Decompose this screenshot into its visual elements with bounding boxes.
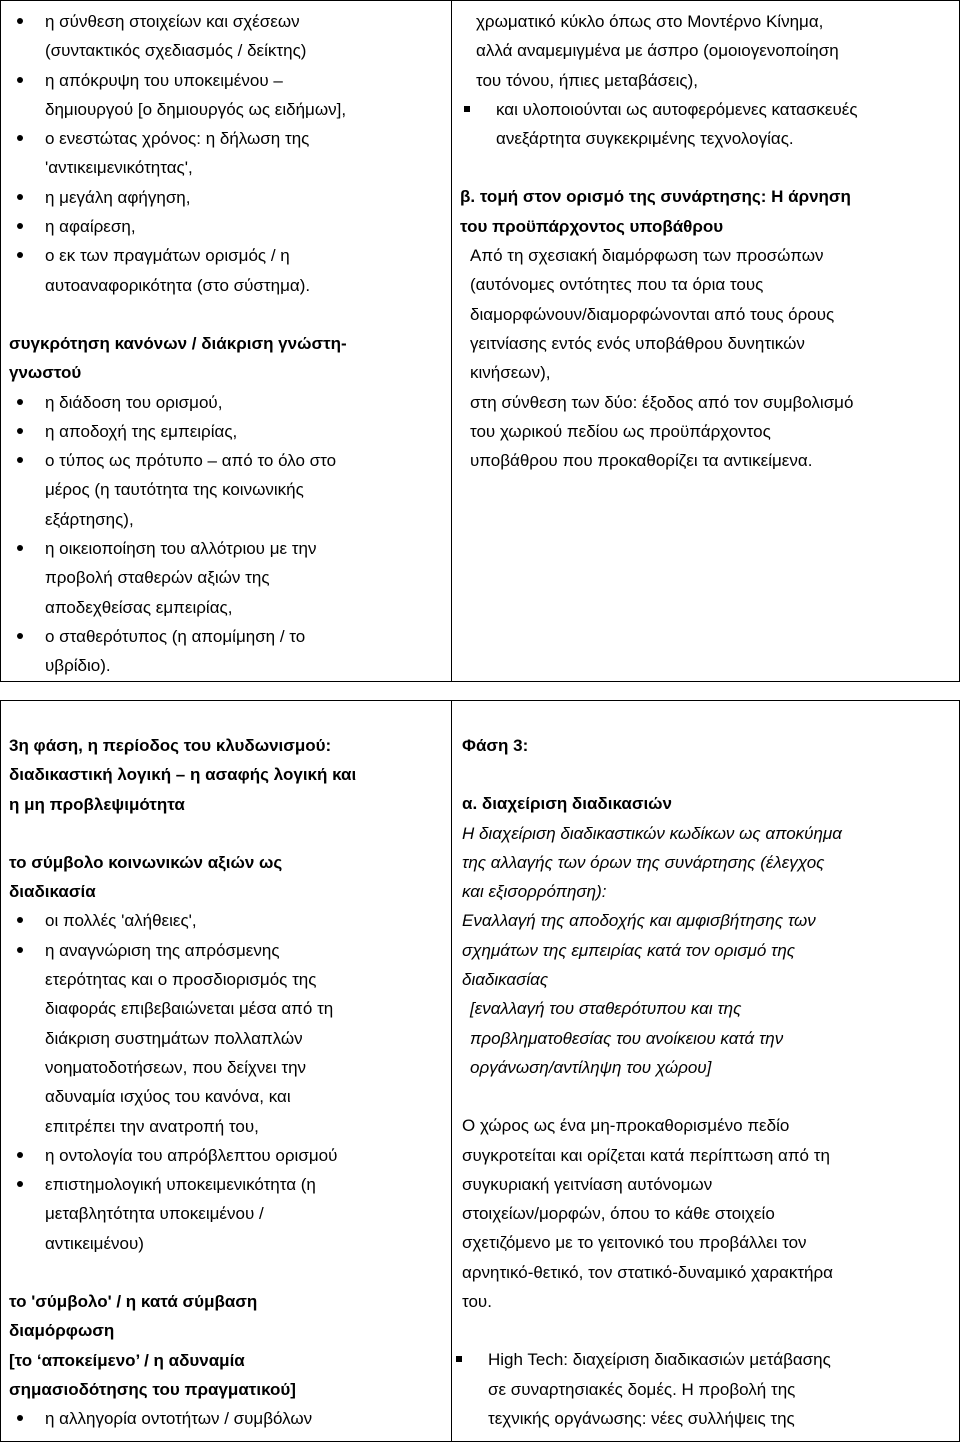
bullet-dot-icon	[17, 917, 23, 923]
text-line: σχετιζόμενο με το γειτονικό του προβάλλει τον	[462, 1233, 807, 1253]
list-item-line: αδυναμία ισχύος του κανόνα, και	[45, 1087, 291, 1107]
list-item-line: αντικειμένου)	[45, 1233, 144, 1253]
alpha-bracket-text	[462, 994, 951, 1082]
hightech-bullet	[452, 1345, 951, 1433]
list-item-line: η αναγνώριση της απρόσμενης	[45, 940, 280, 960]
rules-heading	[9, 329, 443, 388]
list-item-line: υβρίδιο).	[45, 656, 111, 676]
bullet-dot-icon	[17, 1415, 23, 1421]
list-item-line: δημιουργού [ο δημιουργός ως ειδήμων],	[45, 99, 347, 119]
list-item	[9, 417, 443, 446]
bullet-dot-icon	[17, 633, 23, 639]
text-line: στη σύνθεση των δύο: έξοδος από τον συμβολισμό	[470, 392, 854, 412]
list-item-line: διαφοράς επιβεβαιώνεται μέσα από τη	[45, 999, 334, 1019]
heading-line: 3η φάση, η περίοδος του κλυδωνισμού:	[9, 736, 332, 755]
list-item	[9, 183, 443, 212]
bullet-dot-icon	[17, 545, 23, 551]
text-line: χρωματικό κύκλο όπως στο Μοντέρνο Κίνημα,	[476, 12, 824, 31]
list-item-line: ο εκ των πραγμάτων ορισμός / η	[45, 246, 290, 266]
bullet-dot-icon	[17, 223, 23, 229]
list-item-line: μέρος (η ταυτότητα της κοινωνικής	[45, 480, 304, 500]
bullet-dot-icon	[17, 77, 23, 83]
bottom-left-bullets	[9, 906, 443, 1258]
top-row-table	[0, 0, 960, 682]
list-item-line: (συντακτικός σχεδιασμός / δείκτης)	[45, 41, 307, 61]
text-line: Η διαχείριση διαδικαστικών κωδίκων ως αποκύημα	[462, 823, 842, 843]
list-item-line: διάκριση συστημάτων πολλαπλών	[45, 1028, 303, 1048]
text-line: του.	[462, 1292, 492, 1312]
bullet-dot-icon	[17, 194, 23, 200]
phase3-heading	[9, 731, 443, 819]
list-item	[9, 1141, 443, 1170]
list-item-line: αυτοαναφορικότητα (στο σύστημα).	[45, 275, 311, 295]
bullet-dot-icon	[17, 428, 23, 434]
bullet-dot-icon	[17, 18, 23, 24]
text-line: Από τη σχεσιακή διαμόρφωση των προσώπων	[470, 246, 824, 266]
list-item-line: τεχνικής οργάνωσης: νέες συλλήψεις της	[488, 1408, 795, 1428]
text-line: αρνητικό-θετικό, τον στατικό-δυναμικό χαρακτήρα	[462, 1262, 834, 1282]
text-line: σχημάτων της εμπειρίας κατά τον ορισμό της	[462, 940, 796, 960]
color-continuation-text	[460, 7, 951, 95]
heading-line: β. τομή στον ορισμό της συνάρτησης: Η άρνηση	[460, 187, 851, 207]
list-item-line: η απόκρυψη του υποκειμένου –	[45, 70, 283, 90]
list-item-line: η διάδοση του ορισμού,	[45, 392, 223, 412]
text-line: κινήσεων),	[470, 363, 551, 383]
heading-line: γνωστού	[9, 363, 82, 383]
text-line: διαδικασίας	[462, 970, 549, 990]
list-item-line: High Tech: διαχείριση διαδικασιών μετάβασης	[488, 1350, 831, 1370]
list-item	[9, 1404, 443, 1433]
list-item-line: η αλληγορία οντοτήτων / συμβόλων	[45, 1409, 313, 1429]
heading-line: το 'σύμβολο' / η κατά σύμβαση	[9, 1292, 258, 1312]
text-line: της αλλαγής των όρων της συνάρτησης (έλεγχος	[462, 852, 825, 872]
bullet-dot-icon	[17, 1152, 23, 1158]
bullet-dot-icon	[17, 135, 23, 141]
list-item-line: η αποδοχή της εμπειρίας,	[45, 421, 238, 441]
list-item-line: εξάρτησης),	[45, 509, 134, 529]
list-item	[9, 388, 443, 417]
text-line: συγκυριακή γειτνίαση αυτόνομων	[462, 1174, 713, 1194]
list-item	[460, 95, 951, 154]
list-item	[9, 124, 443, 183]
list-item-line: νοηματοδοτήσεων, που δείχνει την	[45, 1057, 307, 1077]
construction-bullet	[460, 95, 951, 154]
list-item	[9, 906, 443, 935]
heading-line: συγκρότηση κανόνων / διάκριση γνώστη-	[9, 333, 347, 353]
list-item-line: ο ενεστώτας χρόνος: η δήλωση της	[45, 129, 310, 149]
list-item-line: 'αντικειμενικότητας',	[45, 158, 193, 178]
heading-line: του προϋπάρχοντος υποβάθρου	[460, 216, 724, 236]
bottom-row-table	[0, 700, 960, 1442]
list-item-line: και υλοποιούνται ως αυτοφερόμενες κατασκευές	[496, 99, 858, 119]
list-item-line: η οικειοποίηση του αλλότριου με την	[45, 539, 317, 559]
heading-line: διαδικασία	[9, 882, 96, 902]
heading-line: [το ‘αποκείμενο’ / η αδυναμία	[9, 1350, 245, 1370]
list-item	[9, 1170, 443, 1258]
text-line: συγκροτείται και ορίζεται κατά περίπτωση από τη	[462, 1145, 830, 1165]
heading-line: διαδικαστική λογική – η ασαφής λογική και	[9, 765, 357, 785]
list-item-line: επιτρέπει την ανατροπή του,	[45, 1116, 259, 1136]
beta-heading	[460, 182, 951, 241]
text-line: Εναλλαγή της αποδοχής και αμφισβήτησης των	[462, 911, 816, 931]
heading-line: διαμόρφωση	[9, 1321, 115, 1341]
text-line: του τόνου, ήπιες μεταβάσεις),	[476, 70, 698, 90]
bullet-dot-icon	[17, 457, 23, 463]
alpha-heading: α. διαχείριση διαδικασιών	[462, 794, 672, 814]
list-item-line: σε συναρτησιακές δομές. Η προβολή της	[488, 1379, 796, 1399]
list-item-line: ο τύπος ως πρότυπο – από το όλο στο	[45, 451, 337, 471]
text-line: του χωρικού πεδίου ως προϋπάρχοντος	[470, 421, 771, 441]
bottom-left-cell	[1, 701, 452, 1442]
list-item-line: μεταβλητότητα υποκειμένου /	[45, 1204, 264, 1224]
bullet-dot-icon	[17, 252, 23, 258]
list-item-line: ανεξάρτητα συγκεκριμένης τεχνολογίας.	[496, 129, 794, 149]
list-item	[9, 66, 443, 125]
list-item	[452, 1345, 951, 1433]
text-line: προβληματοθεσίας του ανοίκειου κατά την	[470, 1028, 784, 1048]
space-paragraph	[462, 1111, 951, 1316]
heading-line: η μη προβλεψιμότητα	[9, 794, 185, 814]
bottom-right-cell	[452, 701, 960, 1442]
bullet-square-icon	[456, 1356, 462, 1362]
list-item	[9, 446, 443, 534]
alpha-italic-text	[462, 819, 951, 995]
list-item-line: ο σταθερότυπος (η απομίμηση / το	[45, 626, 306, 646]
bullet-dot-icon	[17, 947, 23, 953]
text-line: οργάνωση/αντίληψη του χώρου]	[470, 1057, 712, 1077]
bottom-left-bullets-2	[9, 1404, 443, 1433]
symbol-values-heading	[9, 848, 443, 907]
top-left-bullets-b	[9, 388, 443, 681]
list-item-line: ετερότητας και ο προσδιορισμός της	[45, 970, 317, 990]
text-line: στοιχείων/μορφών, όπου το κάθε στοιχείο	[462, 1204, 775, 1224]
bullet-dot-icon	[17, 399, 23, 405]
list-item-line: αποδεχθείσας εμπειρίας,	[45, 597, 233, 617]
top-left-bullets-a	[9, 7, 443, 300]
list-item-line: επιστημολογική υποκειμενικότητα (η	[45, 1175, 316, 1195]
heading-line: σημασιοδότησης του πραγματικού]	[9, 1379, 296, 1399]
list-item-line: η οντολογία του απρόβλεπτου ορισμού	[45, 1145, 338, 1165]
list-item	[9, 212, 443, 241]
list-item	[9, 241, 443, 300]
list-item	[9, 622, 443, 681]
text-line: Ο χώρος ως ένα μη-προκαθορισμένο πεδίο	[462, 1116, 790, 1136]
text-line: υποβάθρου που προκαθορίζει τα αντικείμενα.	[470, 451, 813, 471]
list-item-line: η μεγάλη αφήγηση,	[45, 187, 191, 207]
list-item-line: η αφαίρεση,	[45, 217, 136, 237]
text-line: γειτνίασης εντός ενός υποβάθρου δυνητικών	[470, 333, 805, 353]
heading-line: το σύμβολο κοινωνικών αξιών ως	[9, 852, 283, 872]
list-item	[9, 7, 443, 66]
top-left-cell	[1, 1, 452, 682]
top-right-cell	[452, 1, 960, 682]
text-line: και εξισορρόπηση):	[462, 882, 607, 902]
list-item	[9, 534, 443, 622]
phase-title: Φάση 3:	[462, 736, 529, 755]
text-line: αλλά αναμεμιγμένα με άσπρο (ομοιογενοποίηση	[476, 41, 839, 61]
list-item-line: προβολή σταθερών αξιών της	[45, 568, 270, 588]
text-line: (αυτόνομες οντότητες που τα όρια τους	[470, 275, 764, 295]
text-line: διαμορφώνουν/διαμορφώνονται από τους όρους	[470, 304, 835, 324]
bullet-dot-icon	[17, 1181, 23, 1187]
bullet-square-icon	[464, 106, 470, 112]
text-line: [εναλλαγή του σταθερότυπου και της	[470, 999, 742, 1019]
list-item-line: οι πολλές 'αλήθειες',	[45, 911, 197, 931]
beta-body	[460, 241, 951, 475]
list-item-line: η σύνθεση στοιχείων και σχέσεων	[45, 12, 300, 31]
symbol-convention-heading	[9, 1287, 443, 1404]
list-item	[9, 936, 443, 1141]
